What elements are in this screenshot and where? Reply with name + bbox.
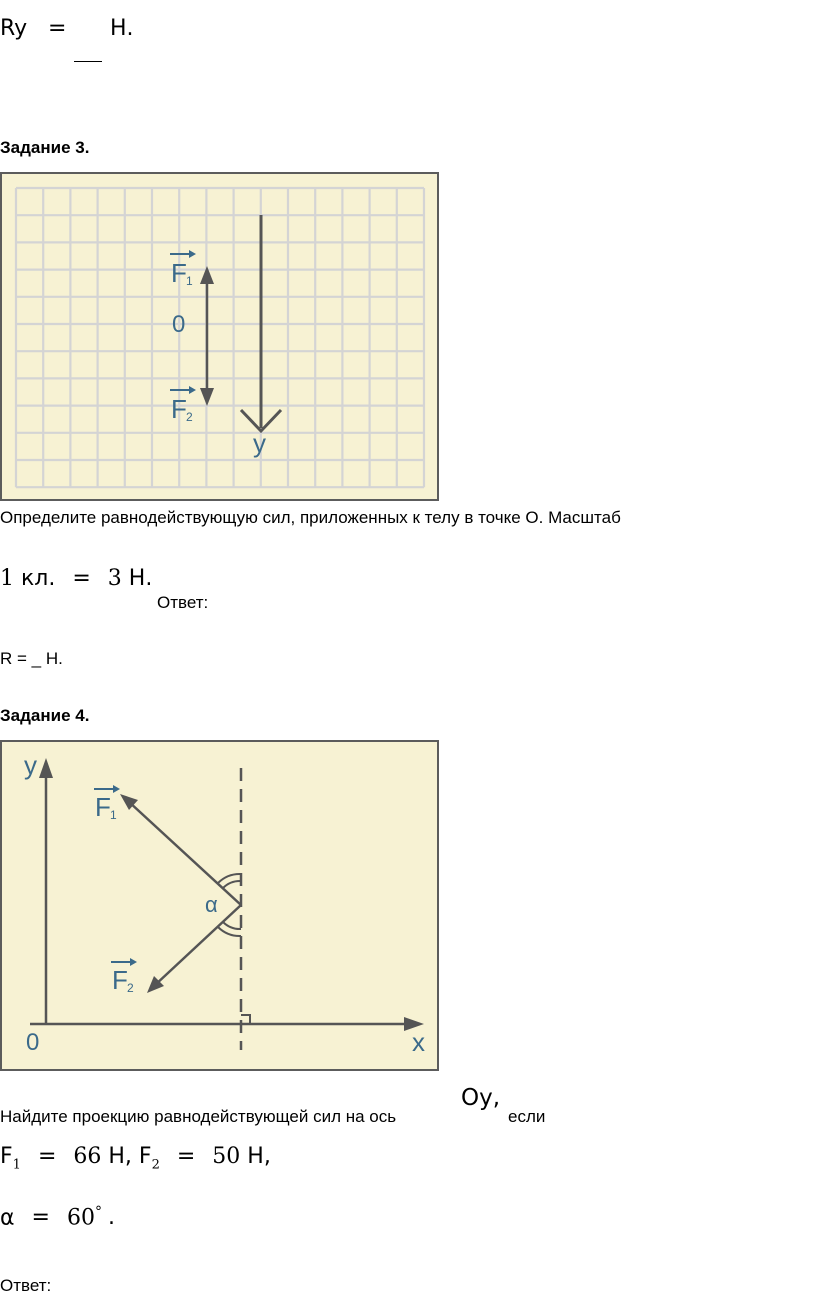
task4-f1-label: F <box>95 792 111 822</box>
angle-value: 60 <box>66 1205 95 1231</box>
forces-f2-sub: 2 <box>151 1157 160 1173</box>
task4-f2-sub: 2 <box>127 981 134 995</box>
scale-equals: = <box>72 566 91 591</box>
task4-y-label: y <box>24 750 37 780</box>
task3-f2-label: F <box>171 394 187 424</box>
task3-answer-line: R = _ Н. <box>0 649 63 668</box>
task4-figure <box>0 740 442 1072</box>
angle-end: . <box>107 1205 115 1231</box>
task4-question-pre: Найдите проекцию равнодействующей сил на ось <box>0 1107 397 1126</box>
task3-scale <box>0 566 152 591</box>
task4-figure-frame <box>1 741 438 1070</box>
task4-angle <box>0 1204 115 1230</box>
task4-forces <box>0 1144 271 1172</box>
task4-origin-label: 0 <box>26 1029 40 1056</box>
task3-origin-label: 0 <box>172 311 186 338</box>
forces-f1-sub: 1 <box>12 1157 21 1173</box>
task4-x-label: x <box>412 1027 425 1057</box>
scale-lhs-num: 1 <box>0 566 14 591</box>
forces-f2: F <box>138 1144 152 1169</box>
forces-u2: Н, <box>247 1144 271 1169</box>
task3-f1-sub: 1 <box>186 274 193 288</box>
task3-title: Задание 3. <box>0 138 90 157</box>
forces-v1: 66 <box>73 1144 102 1169</box>
task3-figure <box>0 172 442 502</box>
forces-f1: F <box>0 1144 13 1169</box>
task4-alpha-label: α <box>205 892 218 917</box>
scale-lhs-unit: кл. <box>21 566 56 591</box>
task4-axis-name: Oy, <box>461 1085 501 1111</box>
ry-label: Ry <box>0 16 28 41</box>
forces-eq1: = <box>37 1144 57 1169</box>
ry-unit: Н. <box>110 16 134 41</box>
angle-degree: ° <box>94 1204 102 1220</box>
task4-f2-label: F <box>112 965 128 995</box>
task3-question: Определите равнодействующую сил, приложенных к телу в точке О. Масштаб <box>0 508 621 527</box>
task3-y-label: y <box>253 428 266 458</box>
angle-equals: = <box>31 1205 50 1231</box>
task4-title: Задание 4. <box>0 706 90 725</box>
ry-answer-blank <box>74 61 102 62</box>
ry-equals: = <box>48 16 67 41</box>
task3-f1-label: F <box>171 258 187 288</box>
angle-symbol: α <box>0 1205 15 1231</box>
forces-eq2: = <box>176 1144 196 1169</box>
task4-question-post: если <box>508 1107 546 1126</box>
task3-f2-sub: 2 <box>186 410 193 424</box>
scale-rhs-unit: Н. <box>128 566 153 591</box>
forces-v2: 50 <box>212 1144 241 1169</box>
scale-rhs-num: 3 <box>107 566 122 591</box>
task3-answer-label: Ответ: <box>157 593 209 612</box>
forces-u1: Н, <box>108 1144 132 1169</box>
task4-f1-sub: 1 <box>110 808 117 822</box>
task4-answer-label: Ответ: <box>0 1276 52 1295</box>
task3-figure-frame <box>1 173 438 500</box>
